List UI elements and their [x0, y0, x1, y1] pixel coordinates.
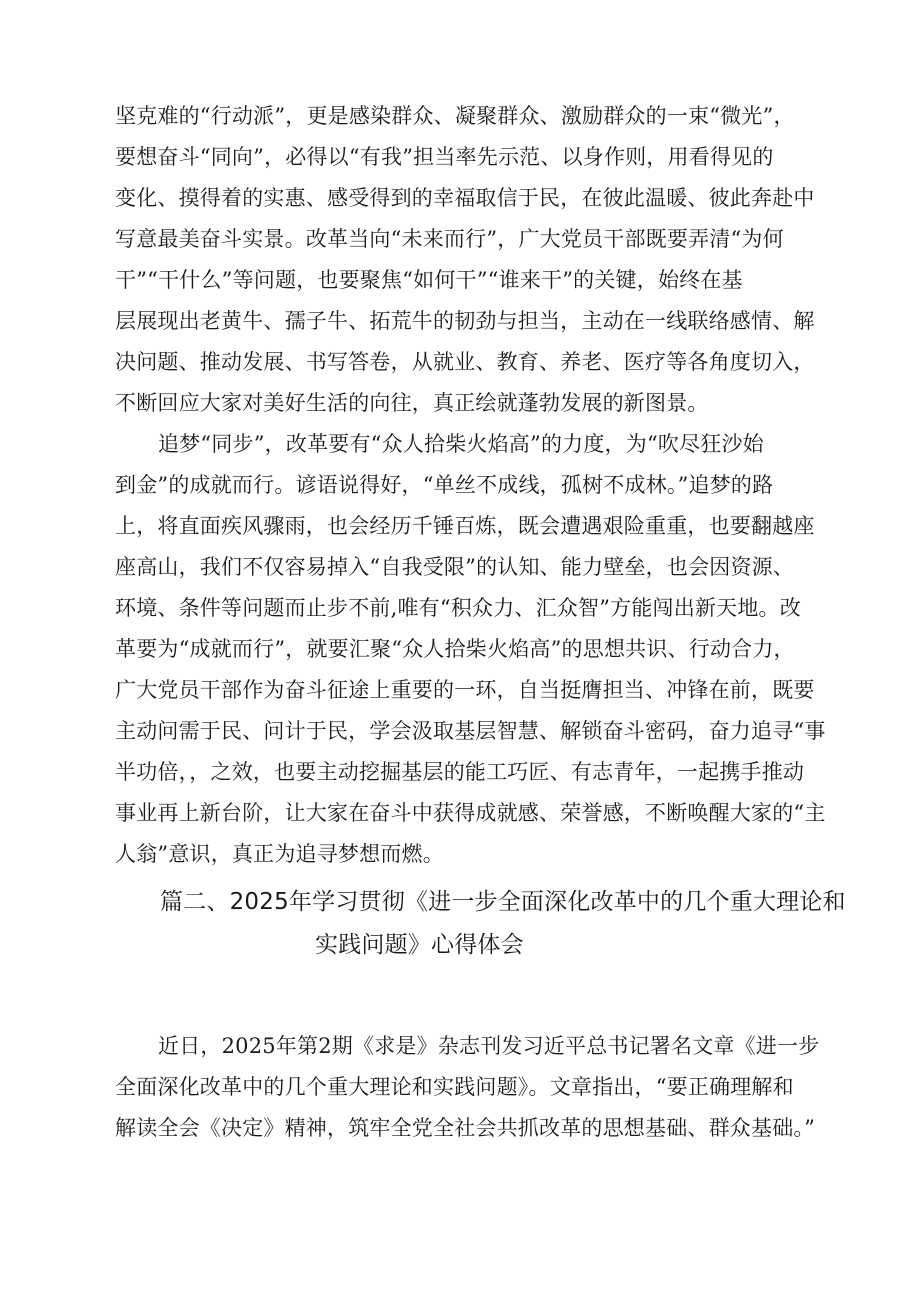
paragraph-1	[115, 96, 820, 424]
paragraph-line: 解读全会《决定》精神，筑牢全党全社会共抓改革的思想基础、群众基础。”	[115, 1116, 816, 1140]
paragraph-line: 干”“干什么”等问题，也要聚焦“如何干”“谁来干”的关键，始终在基	[115, 268, 743, 292]
spacer	[115, 967, 820, 1026]
paragraph-line: 环境、条件等问题而止步不前,唯有“积众力、汇众智”方能闯出新天地。改	[115, 596, 801, 620]
paragraph-line: 追梦“同步”，改革要有“众人拾柴火焰高”的力度，为“吹尽狂沙始	[158, 432, 764, 456]
paragraph-line: 人翁”意识，真正为追寻梦想而燃。	[115, 842, 444, 866]
paragraph-line: 革要为“成就而行”，就要汇聚“众人拾柴火焰高”的思想共识、行动合力，	[115, 637, 795, 661]
section-heading-line-1: 篇二、2025年学习贯彻《进一步全面深化改革中的几个重大理论和	[160, 889, 846, 915]
paragraph-line: 要想奋斗“同向”，必得以“有我”担当率先示范、以身作则，用看得见的	[115, 145, 774, 169]
paragraph-line: 全面深化改革中的几个重大理论和实践问题》。文章指出，“要正确理解和	[115, 1075, 794, 1099]
paragraph-2	[115, 424, 826, 875]
paragraph-line: 不断回应大家对美好生活的向往，真正绘就蓬勃发展的新图景。	[115, 391, 709, 415]
paragraph-line: 坚克难的“行动派”，更是感染群众、凝聚群众、激励群众的一束“微光”，	[115, 104, 795, 128]
section-heading-line-2: 实践问题》心得体会	[315, 932, 524, 958]
paragraph-line: 广大党员干部作为奋斗征途上重要的一环，自当挺膺担当、冲锋在前，既要	[115, 678, 815, 702]
section-heading	[115, 881, 846, 967]
paragraph-line: 层展现出老黄牛、孺子牛、拓荒牛的韧劲与担当，主动在一线联络感情、解	[115, 309, 815, 333]
paragraph-line: 半功倍，，之效，也要主动挖掘基层的能工巧匠、有志青年，一起携手推动	[115, 760, 805, 784]
paragraph-line: 写意最美奋斗实景。改革当向“未来而行”，广大党员干部既要弄清“为何	[115, 227, 784, 251]
paragraph-line: 事业再上新台阶，让大家在奋斗中获得成就感、荣誉感，不断唤醒大家的“主	[115, 801, 826, 825]
document-page	[115, 96, 846, 1149]
paragraph-line: 上，将直面疾风骤雨，也会经历千锤百炼，既会遭遇艰险重重，也要翻越座	[115, 514, 815, 538]
paragraph-line: 近日，2025年第2期《求是》杂志刊发习近平总书记署名文章《进一步	[158, 1034, 820, 1058]
paragraph-line: 座高山，我们不仅容易掉入“自我受限”的认知、能力壁垒，也会因资源、	[115, 555, 795, 579]
paragraph-line: 决问题、推动发展、书写答卷，从就业、教育、养老、医疗等各角度切入，	[115, 350, 815, 374]
paragraph-3	[115, 1026, 820, 1149]
paragraph-line: 到金”的成就而行。谚语说得好，“单丝不成线，孤树不成林。”追梦的路	[115, 473, 774, 497]
paragraph-line: 变化、摸得着的实惠、感受得到的幸福取信于民，在彼此温暖、彼此奔赴中	[115, 186, 815, 210]
paragraph-line: 主动问需于民、问计于民，学会汲取基层智慧、解锁奋斗密码，奋力追寻“事	[115, 719, 826, 743]
